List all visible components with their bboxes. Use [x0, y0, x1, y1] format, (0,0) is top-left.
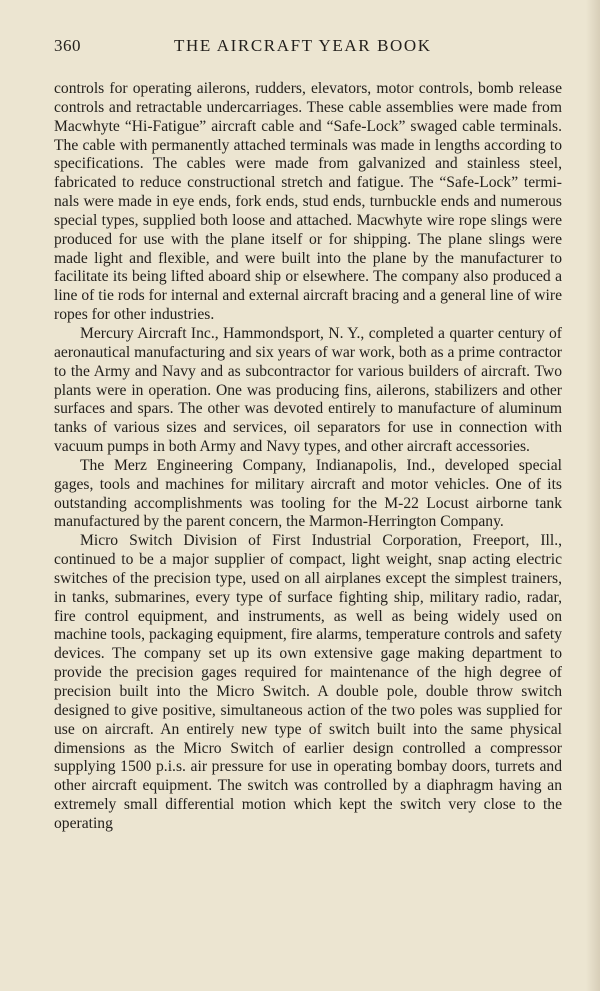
paragraph-mercury-aircraft: Mercury Aircraft Inc., Hammondsport, N. Y., completed a quarter century of aeronautical manufacturing and six years of war work, both as a prime contractor to the Army and Navy and as subcontractor for various builders of aircraft. Two plants were in operation. One was producing fins, ailerons, stabilizers and other surfaces and spars. The other was devoted entirely to manufacture of aluminum tanks of various sizes and services, oil separators for use in connection with vacuum pumps in both Army and Navy types, and other aircraft accessories.: [54, 324, 562, 456]
page-number: 360: [54, 36, 81, 55]
book-title: THE AIRCRAFT YEAR BOOK: [174, 36, 432, 55]
paragraph-merz-engineering: The Merz Engineering Company, Indianapolis, Ind., developed special gages, tools and machines for military aircraft and motor vehicles. One of its outstanding accomplishments was tooling for the M-22 Locust airborne tank manufactured by the parent concern, the Marmon-Herrington Company.: [54, 456, 562, 531]
body-text: [54, 80, 562, 834]
paragraph-micro-switch: Micro Switch Division of First Industrial Corporation, Freeport, Ill., continued to be a major supplier of compact, light weight, snap acting electric switches of the precision type, used on all airplanes except the simplest trainers, in tanks, submarines, every type of surface fighting ship, military radio, radar, fire control equipment, and instruments, as well as being widely used on machine tools, packaging equipment, fire alarms, temperature controls and safety devices. The company set up its own extensive gage making department to provide the precision gages required for maintenance of the high degree of precision built into the Micro Switch. A double pole, double throw switch designed to give positive, simultaneous action of the two poles was supplied for use on aircraft. An entirely new type of switch built into the same physical dimensions as the Micro Switch of earlier design controlled a compressor supplying 1500 p.i.s. air pressure for use in operating bombay doors, turrets and other aircraft equipment. The switch was controlled by a diaphragm having an extremely small differential motion which kept the switch very close to the operating: [54, 532, 562, 832]
running-head: [54, 36, 562, 66]
paragraph-macwhyte-continued: controls for operating ailerons, rudders, elevators, motor controls, bomb release controls and retractable undercarriages. These cable assemblies were made from Macwhyte “Hi-Fatigue” aircraft cable and “Safe-Lock” swaged cable terminals. The cable with permanently attached terminals was made in lengths according to specifications. The cables were made from galvanized and stainless steel, fabricated to reduce constructional stretch and fatigue. The “Safe-Lock” terminals were made in eye ends, fork ends, stud ends, turnbuckle ends and numerous special types, supplied both loose and attached. Macwhyte wire rope slings were produced for use with the plane itself or for shipping. The plane slings were made light and flexible, and were built into the plane by the manufacturer to facilitate its being lifted aboard ship or elsewhere. The company also produced a line of tie rods for internal and external aircraft bracing and a general line of wire ropes for other industries.: [54, 80, 562, 324]
